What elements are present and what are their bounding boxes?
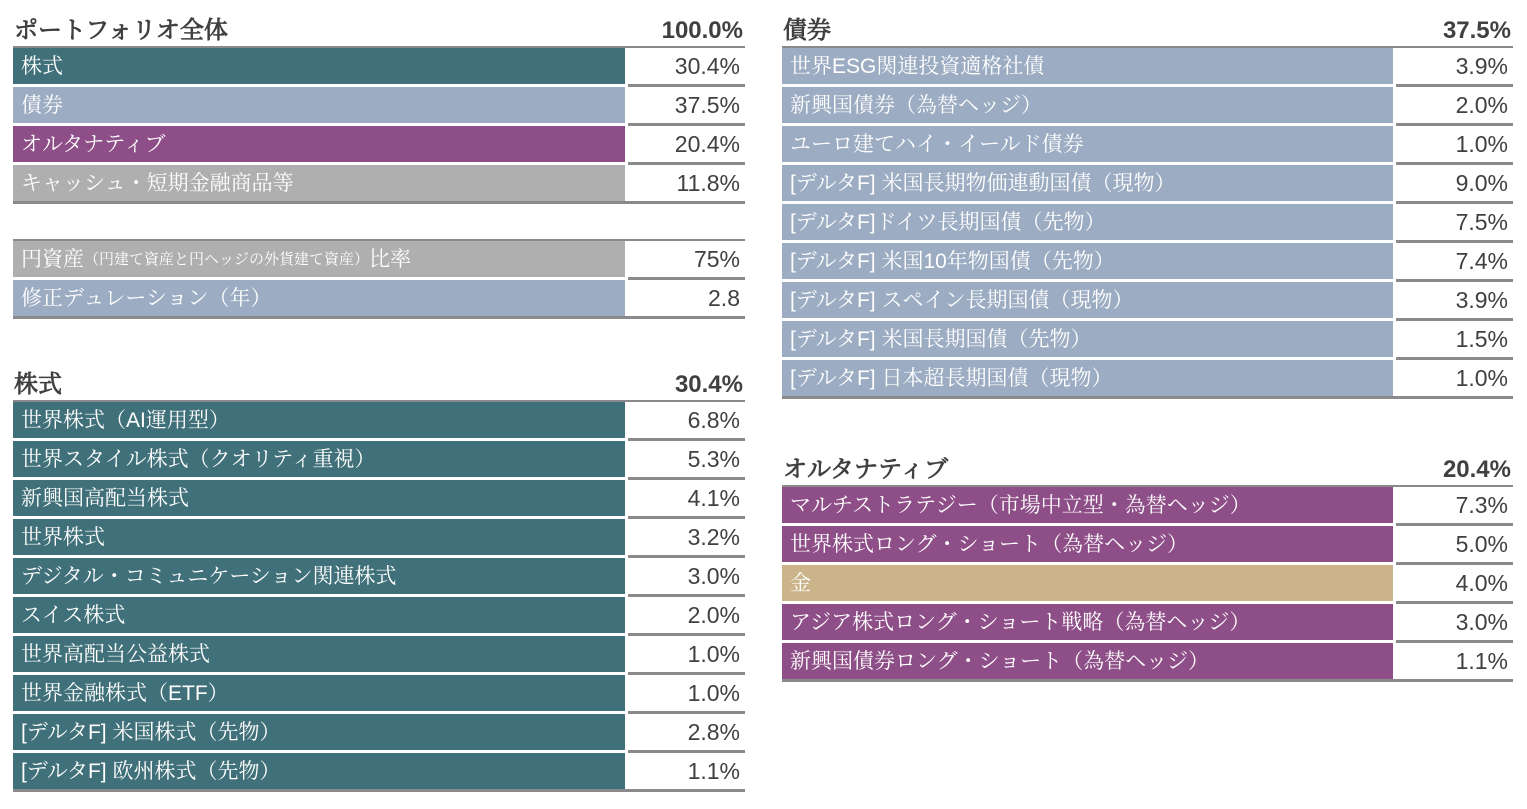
table-row — [13, 480, 745, 519]
asset-label-note: （円建て資産と円ヘッジの外貨建て資産） — [84, 250, 370, 268]
table-body — [13, 402, 745, 789]
asset-label: 新興国高配当株式 — [13, 480, 625, 519]
asset-weight: 3.9% — [1396, 48, 1513, 87]
table-row — [782, 360, 1513, 396]
asset-label: ユーロ建てハイ・イールド債券 — [782, 126, 1393, 165]
table-row — [13, 519, 745, 558]
asset-label: [デルタF] 米国株式（先物） — [13, 714, 625, 753]
asset-weight: 1.1% — [1396, 643, 1513, 679]
asset-label: 新興国債券ロング・ショート（為替ヘッジ） — [782, 643, 1393, 679]
table-total: 100.0% — [661, 17, 743, 44]
table-row — [13, 402, 745, 441]
asset-weight: 4.0% — [1396, 565, 1513, 604]
yen-metrics-table — [13, 239, 745, 319]
table-body — [13, 48, 745, 201]
asset-label: スイス株式 — [13, 597, 625, 636]
table-row — [13, 597, 745, 636]
asset-weight: 37.5% — [628, 87, 745, 126]
table-row — [782, 604, 1513, 643]
asset-label: オルタナティブ — [13, 126, 625, 165]
table-row — [782, 565, 1513, 604]
asset-label: [デルタF] 日本超長期国債（現物） — [782, 360, 1393, 396]
portfolio-total-table — [13, 14, 745, 204]
asset-weight: 20.4% — [628, 126, 745, 165]
asset-label: 世界株式（AI運用型） — [13, 402, 625, 441]
asset-label: 世界スタイル株式（クオリティ重視） — [13, 441, 625, 480]
table-total: 30.4% — [674, 371, 743, 398]
right-column — [782, 14, 1513, 682]
asset-label: 株式 — [13, 48, 625, 87]
asset-weight: 1.5% — [1396, 321, 1513, 360]
table-row — [782, 48, 1513, 87]
table-row — [13, 558, 745, 597]
asset-weight: 11.8% — [628, 165, 745, 201]
asset-label: 金 — [782, 565, 1393, 604]
table-header — [13, 368, 745, 402]
table-row — [782, 282, 1513, 321]
asset-label-text: 円資産 — [21, 247, 84, 271]
asset-label: 新興国債券（為替ヘッジ） — [782, 87, 1393, 126]
asset-weight: 3.9% — [1396, 282, 1513, 321]
asset-weight: 7.3% — [1396, 487, 1513, 526]
left-column — [13, 14, 745, 792]
asset-label: [デルタF]ドイツ長期国債（先物） — [782, 204, 1393, 243]
asset-weight: 1.0% — [628, 636, 745, 675]
asset-weight: 1.0% — [1396, 360, 1513, 396]
asset-weight: 1.0% — [628, 675, 745, 714]
asset-weight: 6.8% — [628, 402, 745, 441]
asset-label-text: 比率 — [369, 247, 412, 271]
table-body — [782, 48, 1513, 396]
asset-weight: 75% — [628, 241, 745, 280]
asset-label: 債券 — [13, 87, 625, 126]
table-row — [782, 643, 1513, 679]
asset-weight: 2.0% — [1396, 87, 1513, 126]
table-row — [13, 126, 745, 165]
asset-label: [デルタF] 欧州株式（先物） — [13, 753, 625, 789]
asset-label: 世界株式 — [13, 519, 625, 558]
table-title: ポートフォリオ全体 — [14, 17, 228, 44]
table-row — [782, 204, 1513, 243]
asset-weight: 2.8% — [628, 714, 745, 753]
asset-label: [デルタF] スペイン長期国債（現物） — [782, 282, 1393, 321]
table-row — [782, 87, 1513, 126]
table-header — [782, 14, 1513, 48]
table-header — [13, 14, 745, 48]
asset-weight: 3.0% — [628, 558, 745, 597]
asset-label: 修正デュレーション（年） — [13, 280, 625, 316]
asset-weight: 1.0% — [1396, 126, 1513, 165]
asset-weight: 7.4% — [1396, 243, 1513, 282]
table-row — [782, 126, 1513, 165]
asset-label: キャッシュ・短期金融商品等 — [13, 165, 625, 201]
bond-table — [782, 14, 1513, 399]
table-row — [782, 526, 1513, 565]
table-row — [13, 441, 745, 480]
asset-label: アジア株式ロング・ショート戦略（為替ヘッジ） — [782, 604, 1393, 643]
asset-label: 世界ESG関連投資適格社債 — [782, 48, 1393, 87]
asset-weight: 9.0% — [1396, 165, 1513, 204]
asset-label: 世界株式ロング・ショート（為替ヘッジ） — [782, 526, 1393, 565]
table-row — [782, 321, 1513, 360]
table-row — [13, 241, 745, 280]
asset-weight: 1.1% — [628, 753, 745, 789]
table-row — [13, 753, 745, 789]
table-title: 債券 — [783, 17, 831, 44]
table-header — [782, 453, 1513, 487]
table-row — [13, 280, 745, 316]
table-row — [13, 714, 745, 753]
table-total: 20.4% — [1442, 456, 1511, 483]
asset-weight: 2.8 — [628, 280, 745, 316]
asset-weight: 4.1% — [628, 480, 745, 519]
table-row — [782, 243, 1513, 282]
asset-label: マルチストラテジー（市場中立型・為替ヘッジ） — [782, 487, 1393, 526]
asset-weight: 3.2% — [628, 519, 745, 558]
asset-weight: 3.0% — [1396, 604, 1513, 643]
table-row — [13, 165, 745, 201]
asset-label: デジタル・コミュニケーション関連株式 — [13, 558, 625, 597]
table-row — [782, 165, 1513, 204]
table-row — [13, 675, 745, 714]
alternative-table — [782, 453, 1513, 682]
table-row — [782, 487, 1513, 526]
table-row — [13, 48, 745, 87]
table-body — [13, 241, 745, 316]
table-row — [13, 87, 745, 126]
asset-label — [13, 241, 625, 280]
asset-weight: 5.0% — [1396, 526, 1513, 565]
table-title: オルタナティブ — [783, 456, 949, 483]
asset-weight: 7.5% — [1396, 204, 1513, 243]
asset-label: 世界高配当公益株式 — [13, 636, 625, 675]
table-title: 株式 — [14, 371, 62, 398]
table-total: 37.5% — [1442, 17, 1511, 44]
equity-table — [13, 368, 745, 792]
asset-weight: 2.0% — [628, 597, 745, 636]
table-body — [782, 487, 1513, 679]
asset-label: [デルタF] 米国長期国債（先物） — [782, 321, 1393, 360]
asset-weight: 30.4% — [628, 48, 745, 87]
asset-label: 世界金融株式（ETF） — [13, 675, 625, 714]
asset-label: [デルタF] 米国10年物国債（先物） — [782, 243, 1393, 282]
asset-weight: 5.3% — [628, 441, 745, 480]
asset-label: [デルタF] 米国長期物価連動国債（現物） — [782, 165, 1393, 204]
table-row — [13, 636, 745, 675]
